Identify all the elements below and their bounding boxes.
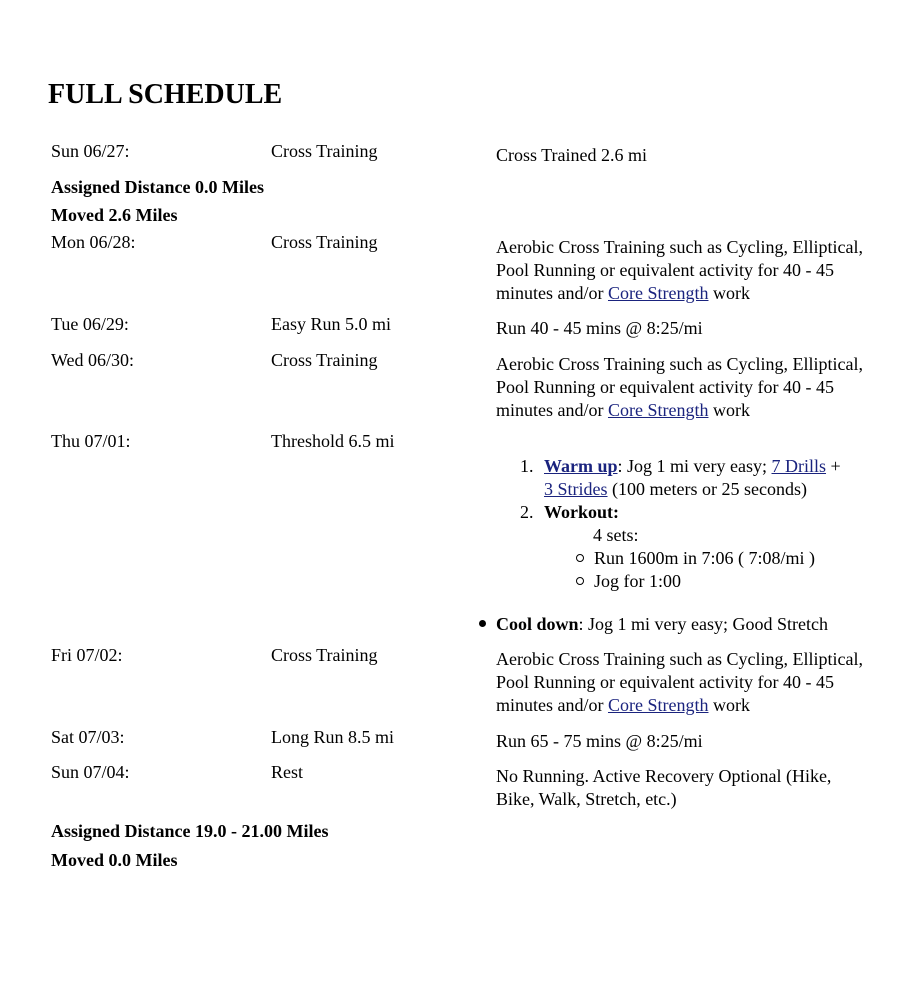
workout-sub-item [576, 570, 681, 593]
core-strength-link[interactable]: Core Strength [607, 283, 709, 303]
date-thu-0701: Thu 07/01: [51, 431, 131, 451]
type-mon-0628: Cross Training [271, 232, 378, 252]
desc-sun-0627: Cross Trained 2.6 mi [496, 145, 648, 165]
type-sun-0627: Cross Training [271, 141, 378, 161]
workout-step-2 [520, 501, 910, 524]
type-wed-0630: Cross Training [271, 350, 378, 370]
core-strength-link[interactable]: Core Strength [607, 695, 709, 715]
desc-line: Bike, Walk, Stretch, etc.) [496, 789, 677, 809]
assigned-distance-week1: Assigned Distance 0.0 Miles [51, 177, 264, 197]
desc-line: Pool Running or equivalent activity for 40 - 45 [496, 672, 834, 692]
desc-fri-0702 [496, 648, 906, 717]
desc-text: minutes and/or [496, 695, 604, 715]
desc-sat-0703: Run 65 - 75 mins @ 8:25/mi [496, 731, 703, 751]
circle-bullet-icon [576, 577, 584, 585]
date-fri-0702: Fri 07/02: [51, 645, 123, 665]
step-content [544, 455, 910, 501]
workout-sets: 4 sets: [593, 525, 639, 545]
circle-bullet-icon [576, 554, 584, 562]
step-number: 2. [520, 502, 534, 522]
moved-week2: Moved 0.0 Miles [51, 850, 178, 870]
warm-up-link[interactable]: Warm up [544, 456, 618, 476]
desc-text: minutes and/or [496, 400, 604, 420]
drills-link[interactable]: 7 Drills [771, 456, 827, 476]
desc-line: Aerobic Cross Training such as Cycling, Elliptical, [496, 354, 863, 374]
desc-line [496, 282, 906, 305]
desc-sun-0704 [496, 765, 906, 811]
desc-line: Pool Running or equivalent activity for 40 - 45 [496, 377, 834, 397]
plus-sign: + [830, 456, 841, 476]
desc-line: Pool Running or equivalent activity for 40 - 45 [496, 260, 834, 280]
cool-down-item [479, 613, 828, 636]
sub-item-text: Run 1600m in 7:06 ( 7:08/mi ) [594, 548, 816, 568]
step-number: 1. [520, 456, 534, 476]
type-fri-0702: Cross Training [271, 645, 378, 665]
desc-mon-0628 [496, 236, 906, 305]
desc-text: work [712, 283, 750, 303]
desc-wed-0630 [496, 353, 906, 422]
workout-sub-item [576, 547, 815, 570]
date-mon-0628: Mon 06/28: [51, 232, 136, 252]
date-sun-0627: Sun 06/27: [51, 141, 130, 161]
desc-text: work [712, 400, 750, 420]
desc-line [496, 399, 906, 422]
warmup-text: : Jog 1 mi very easy; [617, 456, 767, 476]
desc-line: No Running. Active Recovery Optional (Hike, [496, 766, 832, 786]
type-sat-0703: Long Run 8.5 mi [271, 727, 395, 747]
cool-down-text: : Jog 1 mi very easy; Good Stretch [578, 614, 828, 634]
strides-link[interactable]: 3 Strides [544, 479, 608, 499]
desc-line: Aerobic Cross Training such as Cycling, Elliptical, [496, 649, 863, 669]
desc-tue-0629: Run 40 - 45 mins @ 8:25/mi [496, 318, 703, 338]
sub-item-text: Jog for 1:00 [594, 571, 681, 591]
core-strength-link[interactable]: Core Strength [607, 400, 709, 420]
desc-text: minutes and/or [496, 283, 604, 303]
date-wed-0630: Wed 06/30: [51, 350, 135, 370]
date-sun-0704: Sun 07/04: [51, 762, 130, 782]
desc-line: Aerobic Cross Training such as Cycling, Elliptical, [496, 237, 863, 257]
assigned-distance-week2: Assigned Distance 19.0 - 21.00 Miles [51, 821, 329, 841]
type-tue-0629: Easy Run 5.0 mi [271, 314, 391, 334]
page-title: FULL SCHEDULE [48, 79, 283, 110]
date-tue-0629: Tue 06/29: [51, 314, 129, 334]
workout-label: Workout: [544, 502, 620, 522]
desc-line [496, 694, 906, 717]
desc-text: work [712, 695, 750, 715]
date-sat-0703: Sat 07/03: [51, 727, 125, 747]
cool-down-label: Cool down [496, 614, 579, 634]
moved-week1: Moved 2.6 Miles [51, 205, 178, 225]
strides-text: (100 meters or 25 seconds) [612, 479, 807, 499]
workout-step-1 [520, 455, 910, 501]
type-sun-0704: Rest [271, 762, 304, 782]
disc-bullet-icon [479, 620, 486, 627]
type-thu-0701: Threshold 6.5 mi [271, 431, 395, 451]
